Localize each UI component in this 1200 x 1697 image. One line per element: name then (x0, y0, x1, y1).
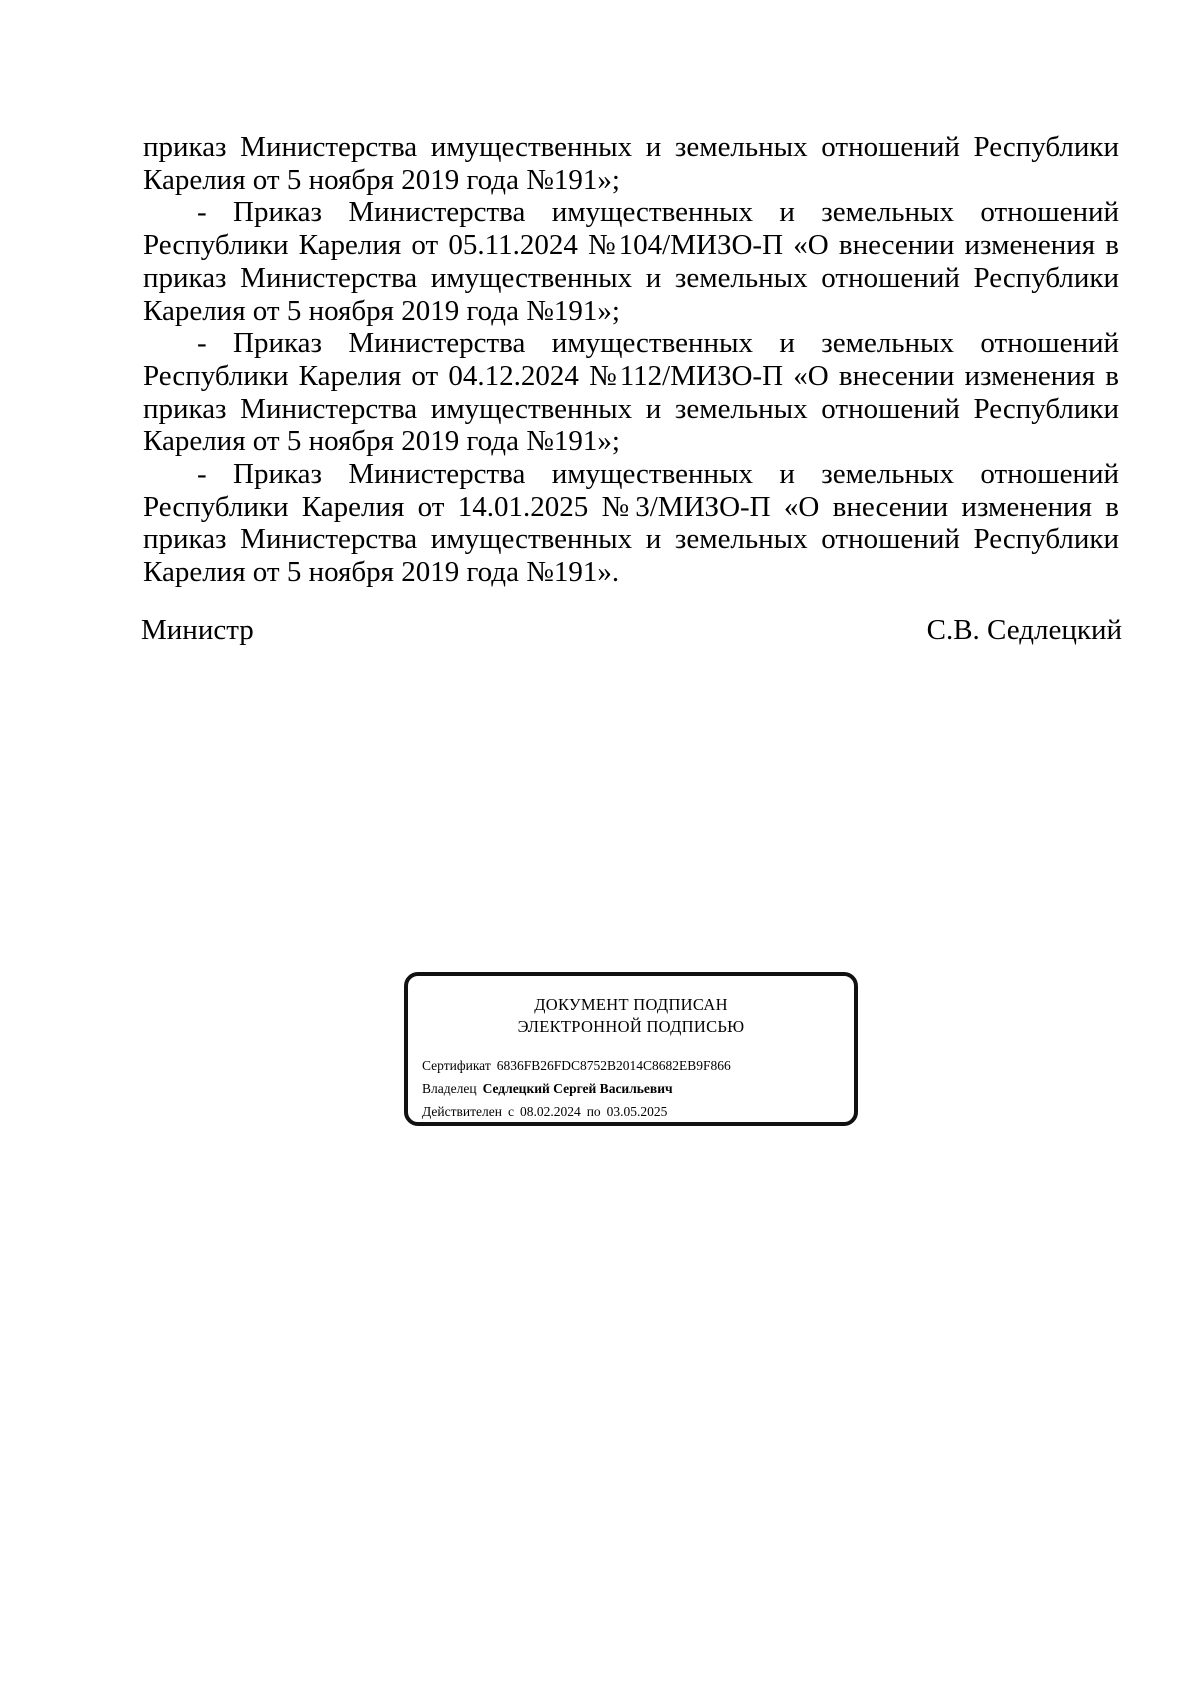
signer-position: Министр (141, 614, 254, 646)
electronic-signature-stamp (404, 972, 858, 1126)
certificate-label: Сертификат (422, 1058, 491, 1073)
stamp-certificate-row (422, 1054, 731, 1077)
list-item-order-3: - Приказ Министерства имущественных и земельных отношений Республики Карелия от 14.01.2025 №3/МИЗО-П «О внесении изменения в приказ Министерства имущественных и земельных отношений Республики Карелия от 5 ноября 2019 года №191». (143, 458, 1119, 589)
list-item-order-112: - Приказ Министерства имущественных и земельных отношений Республики Карелия от 04.12.2024 №112/МИЗО-П «О внесении изменения в приказ Министерства имущественных и земельных отношений Республики Карелия от 5 ноября 2019 года №191»; (143, 327, 1119, 458)
valid-label: Действителен (422, 1104, 502, 1119)
signer-name: С.В. Седлецкий (926, 614, 1122, 646)
paragraph-continuation: приказ Министерства имущественных и земельных отношений Республики Карелия от 5 ноября 2019 года №191»; (143, 131, 1119, 196)
certificate-value: 6836FB26FDC8752B2014C8682EB9F866 (496, 1058, 731, 1073)
valid-from-label: с (507, 1104, 514, 1119)
stamp-validity-row (422, 1100, 731, 1123)
list-item-order-104: - Приказ Министерства имущественных и земельных отношений Республики Карелия от 05.11.2024 №104/МИЗО-П «О внесении изменения в приказ Министерства имущественных и земельных отношений Республики Карелия от 5 ноября 2019 года №191»; (143, 196, 1119, 327)
stamp-title (408, 994, 854, 1038)
valid-from-date: 08.02.2024 (519, 1104, 581, 1119)
stamp-owner-row (422, 1077, 731, 1100)
stamp-details (422, 1054, 731, 1123)
signature-block (141, 614, 1122, 646)
owner-label: Владелец (422, 1081, 477, 1096)
valid-to-date: 03.05.2025 (606, 1104, 668, 1119)
stamp-title-line-2: ЭЛЕКТРОННОЙ ПОДПИСЬЮ (517, 1017, 745, 1036)
document-body (143, 131, 1119, 589)
stamp-title-line-1: ДОКУМЕНТ ПОДПИСАН (534, 995, 728, 1014)
valid-to-label: по (586, 1104, 601, 1119)
owner-value: Седлецкий Сергей Васильевич (482, 1081, 673, 1096)
